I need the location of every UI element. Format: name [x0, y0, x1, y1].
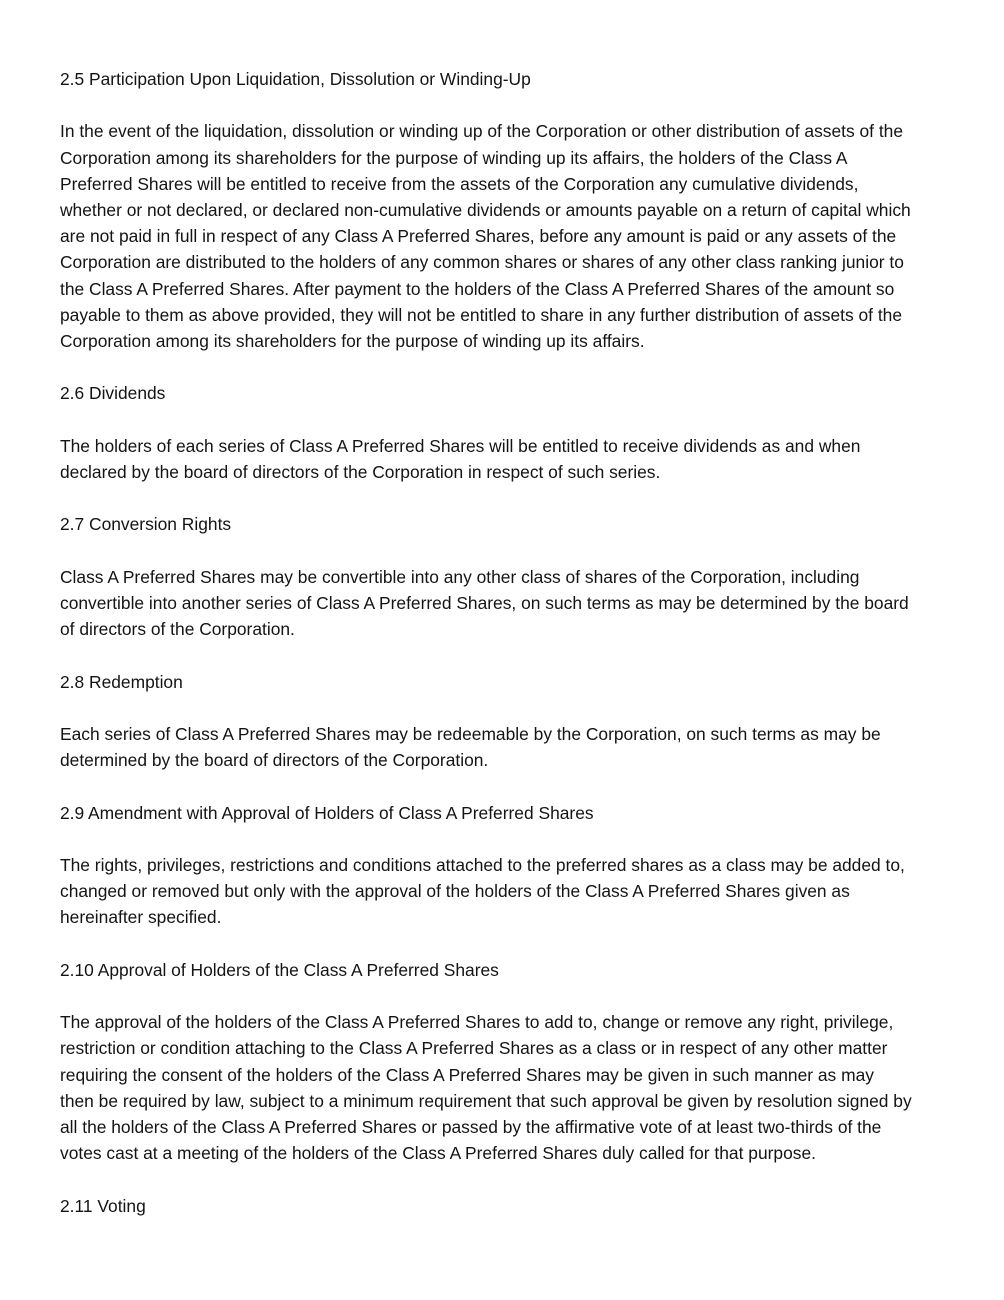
- section-paragraph: [60, 852, 950, 931]
- section-heading: 2.10 Approval of Holders of the Class A Preferred Shares: [60, 959, 499, 980]
- section-heading: 2.7 Conversion Rights: [60, 514, 232, 535]
- section-heading: 2.11 Voting: [60, 1195, 146, 1216]
- paragraph-line: The rights, privileges, restrictions and conditions attached to the preferred shares as a class may be added to,: [60, 854, 905, 875]
- section-paragraph: [60, 118, 950, 354]
- paragraph-line: declared by the board of directors of the Corporation in respect of such series.: [60, 462, 661, 482]
- paragraph-line: Class A Preferred Shares may be convertible into any other class of shares of the Corporation, including: [60, 566, 860, 587]
- paragraph-line: whether or not declared, or declared non-cumulative dividends or amounts payable on a return of capital which: [60, 200, 911, 220]
- paragraph-line: The holders of each series of Class A Preferred Shares will be entitled to receive dividends as and when: [60, 435, 861, 456]
- paragraph-line: hereinafter specified.: [60, 907, 222, 928]
- paragraph-line: are not paid in full in respect of any Class A Preferred Shares, before any amount is paid or any assets of the: [60, 226, 897, 247]
- paragraph-line: votes cast at a meeting of the holders of the Class A Preferred Shares duly called for that purpose.: [60, 1143, 816, 1164]
- paragraph-line: Preferred Shares will be entitled to receive from the assets of the Corporation any cumulative dividends,: [60, 173, 859, 194]
- paragraph-line: determined by the board of directors of the Corporation.: [60, 750, 489, 771]
- paragraph-line: restriction or condition attaching to the Class A Preferred Shares as a class or in respect of any other matter: [60, 1038, 888, 1059]
- paragraph-line: convertible into another series of Class A Preferred Shares, on such terms as may be determined by the board: [60, 592, 909, 613]
- section-heading: 2.6 Dividends: [60, 383, 166, 404]
- paragraph-line: The approval of the holders of the Class A Preferred Shares to add to, change or remove any right, privilege,: [60, 1012, 894, 1033]
- paragraph-line: payable to them as above provided, they will not be entitled to share in any further distribution of assets of the: [60, 304, 903, 325]
- section-paragraph: [60, 721, 950, 773]
- section-paragraph: [60, 564, 950, 643]
- paragraph-line: requiring the consent of the holders of the Class A Preferred Shares may be given in such manner as may: [60, 1064, 874, 1085]
- paragraph-line: In the event of the liquidation, dissolution or winding up of the Corporation or other distribution of assets of the: [60, 121, 903, 142]
- section-paragraph: [60, 1009, 950, 1166]
- paragraph-line: Corporation among its shareholders for the purpose of winding up its affairs.: [60, 331, 645, 352]
- paragraph-line: of directors of the Corporation.: [60, 619, 295, 640]
- paragraph-line: Corporation among its shareholders for the purpose of winding up its affairs, the holders of the Class A: [60, 147, 848, 168]
- paragraph-line: the Class A Preferred Shares. After payment to the holders of the Class A Preferred Shares of the amount so: [60, 278, 895, 299]
- paragraph-line: Corporation are distributed to the holders of any common shares or shares of any other class ranking junior to: [60, 252, 904, 273]
- section-heading: 2.5 Participation Upon Liquidation, Dissolution or Winding-Up: [60, 69, 531, 89]
- section-heading: 2.8 Redemption: [60, 671, 183, 692]
- paragraph-line: Each series of Class A Preferred Shares may be redeemable by the Corporation, on such terms as may be: [60, 723, 881, 744]
- paragraph-line: all the holders of the Class A Preferred Shares or passed by the affirmative vote of at least two-thirds of the: [60, 1116, 882, 1137]
- paragraph-line: changed or removed but only with the approval of the holders of the Class A Preferred Shares given as: [60, 881, 850, 902]
- section-heading: 2.9 Amendment with Approval of Holders of Class A Preferred Shares: [60, 802, 594, 823]
- section-paragraph: [60, 433, 950, 485]
- document-page: [60, 66, 950, 1245]
- paragraph-line: then be required by law, subject to a minimum requirement that such approval be given by resolution signed by: [60, 1090, 912, 1111]
